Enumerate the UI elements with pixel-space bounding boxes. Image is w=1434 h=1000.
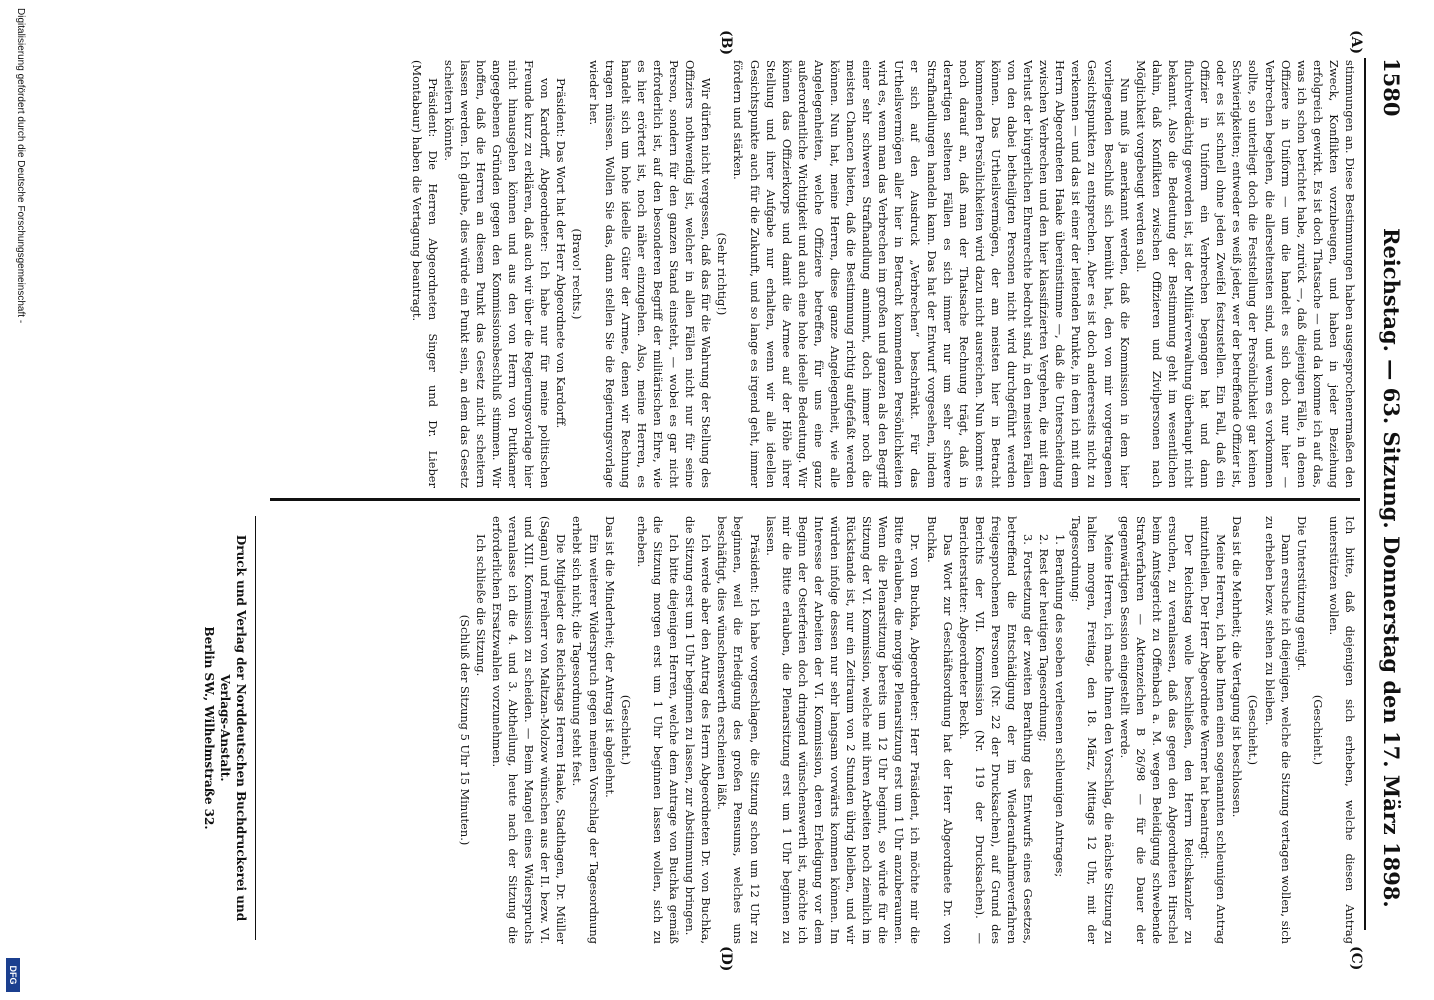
interjection: (Geschieht.): [1310, 694, 1325, 766]
paragraph: Die Mitglieder des Reichstags Herren Haake, Stadthagen, Dr. Müller (Sagan) und Freiherr von Maltzan-Molzow wünschen aus der II. bezw. VI. und XIII. Kommission zu scheiden. — Beim Mangel eines Widerspruchs veranlasse ich die 4. und 3. Abtheilung, heute nach der Sitzung die erforderlichen Ersatzwahlen vorzunehmen.: [490, 516, 569, 944]
running-title: Reichstag. — 63. Sitzung. Donnerstag den 17. März 1898.: [1379, 228, 1404, 908]
paragraph: Präsident: Ich habe vorgeschlagen, die Sitzung schon um 12 Uhr zu beginnen, weil die Erledigung des großen Pensums, welches uns beschäftigt, dies wünschenswerth erscheinen läßt.: [715, 516, 762, 944]
paragraph: Dr. von Buchka, Abgeordneter: Herr Präsident, ich möchte mir die Bitte erlauben, die morgige Plenarsitzung erst um 1 Uhr anzuberaumen. Wenn die Plenarsitzung bereits um 12 Uhr beginnt, so würde für die Sitzung der VI. Kommission, welche mit ihren Arbeiten noch ziemlich im Rückstande ist, nur ein Zeitraum von 2 Stunden übrig bleiben, und wir würden infolge dessen nur sehr langsam vorwärts kommen können. Im Interesse der Arbeiten der VI. Kommission, deren Erledigung vor dem Beginn der Osterferien doch dringend wünschenswerth ist, möchte ich mir die Bitte erlauben, die Plenarsitzung erst um 1 Uhr beginnen zu lassen.: [763, 516, 923, 944]
paragraph: Ich bitte diejenigen Herren, welche dem Antrage von Buchka gemäß die Sitzung morgen erst um 1 Uhr beginnen lassen wollen, sich zu erheben.: [634, 516, 682, 944]
paragraph: Nun muß ja anerkannt werden, daß die Kommission in dem hier vorliegenden Beschluß sich bemüht hat, den von mir vorgetragenen Gesichtspunkten zu entsprechen. Aber es ist doch andererseits nicht zu verkennen — und das ist einer der leitenden Punkte, in dem ich mit dem Herrn Abgeordneten Haake übereinstimme —, daß die Unterscheidung zwischen Verbrechen und den hier klassifizierten Vergehen, die mit dem Verlust der bürgerlichen Ehrenrechte bedroht sind, in den meisten Fällen von den dabei betheiligten Personen nicht wird durchgeführt werden können. Das Urtheilsvermögen, der am meisten hier in Betracht kommenden Persönlichkeiten wird dazu nicht ausreichen. Nun kommt es noch darauf an, daß man der Thatsache Rechnung trägt, daß in derartigen seltenen Fällen es sich immer nur um sehr schwere Strafhandlungen handeln kann. Das hat der Entwurf vorgesehen, indem er sich auf den Ausdruck „Verbrechen“ beschränkt. Für das Urtheilsvermögen aller hier in Betracht kommenden Persönlichkeiten wird es, wenn man das Verbrechen im großen und ganzen als den Begriff einer sehr schweren Strafhandlung annimmt, doch immer noch die meisten Chancen bieten, daß die Bestimmung richtig aufgefaßt werden können. Nun hat, meine Herren, diese ganze Angelegenheit, wie alle Angelegenheiten, welche Offiziere betreffen, für uns eine ganz außerordentliche Wichtigkeit und auch eine hohe ideelle Bedeutung. Wir können das Offizierkorps und damit die Armee auf der Höhe ihrer Stellung und ihrer Aufgabe nur erhalten, wenn wir alle ideellen Gesichtspunkte auch für die Zukunft, und so lange es irgend geht, immer fördern und stärken.: [731, 60, 1132, 488]
imprint-line: Druck und Verlag der Norddeutschen Buchdruckerei und Verlags-Anstalt.: [218, 534, 248, 922]
margin-mark-b: (B): [718, 30, 734, 56]
paragraph: von Kardorff, Abgeordneter: Ich habe nur für meine politischen Freunde kurz zu erklären, daß auch wir über die Regierungsvorlage hier nicht hinausgehen können und aus den von Herrn von Puttkamer angegebenen Gründen gegen den Kommissionsbeschluß stimmen. Wir hoffen, daß die Herren an diesem Punkt das Gesetz nicht scheitern lassen werden. Ich glaube, dies würde ein Punkt sein, an dem das Gesetz scheitern könnte.: [441, 60, 553, 488]
paragraph: Ich bitte, daß diejenigen sich erheben, welche diesen Antrag unterstützen wollen.: [1326, 516, 1357, 944]
printer-imprint: [201, 516, 256, 940]
dfg-logo: DFG: [6, 958, 20, 992]
paragraph: Wir dürfen nicht vergessen, daß das für die Wahrung der Stellung des Offiziers nothwendig ist, welcher in allen Fällen nicht nur für seine Person, sondern für den ganzen Stand einsteht, — wobei es gar nicht erforderlich ist, auf den besonderen Begriff der militärischen Ehre, wie es hier erörtert ist, noch näher einzugehen. Also, meine Herren, es handelt sich um hohe ideelle Güter der Armee, denen wir Rechnung tragen müssen. Wollen Sie das, dann stellen Sie die Regierungsvorlage wieder her.: [586, 60, 714, 488]
imprint-line: Berlin SW., Wilhelmstraße 32.: [202, 626, 216, 830]
interjection: (Geschieht.): [1246, 694, 1261, 766]
left-column: [190, 60, 1358, 488]
column-divider: [270, 498, 1360, 501]
paragraph: Die Unterstützung genügt.: [1294, 516, 1309, 671]
agenda-item: 1. Berathung des soeben verlesenen schleunigen Antrages;: [1053, 534, 1068, 878]
paragraph: stimmungen an. Diese Bestimmungen haben ausgesprochenermaßen den Zweck, Konflikten vorzubeugen, und haben in jeder Beziehung erfolgreich gewirkt. Es ist doch Thatsache — und da komme ich auf das, was ich schon berichtet habe, zurück —, daß diejenigen Fälle, in denen Offiziere in Uniform — um die handelt es sich doch nur hier — Verbrechen begehen, die allerseltensten sind, und wenn es vorkommen sollte, so unterliegt doch die Feststellung der Persönlichkeit gar keinen Schwierigkeiten; entweder es weiß jeder, wer der betreffende Offizier ist, oder es ist schnell ohne jeden Zweifel festzustellen. Ein Fall, daß ein Offizier in Uniform ein Verbrechen begangen hat und dann fluchtverdächtig geworden ist, ist der Militärverwaltung überhaupt nicht bekannt. Also die Bedeutung der Bestimmung geht im wesentlichen dahin, daß Konflikten zwischen Offizieren und Zivilpersonen nach Möglichkeit vorgebeugt werden soll.: [1133, 60, 1357, 488]
agenda-item: 2. Rest der heutigen Tagesordnung;: [1037, 534, 1052, 742]
motion-text: Der Reichstag wolle beschließen, den Herrn Reichskanzler zu ersuchen, zu veranlassen, daß das gegen den Abgeordneten Hirschel beim Amtsgericht zu Offenbach a. M. wegen Beleidigung schwebende Strafverfahren — Aktenzeichen B 26/98 — für die Dauer der gegenwärtigen Session eingestellt werde.: [1117, 516, 1197, 944]
page-number: 1580: [1379, 58, 1404, 117]
margin-mark-d: (D): [718, 946, 734, 972]
paragraph: Das ist die Mehrheit; die Vertagung ist beschlossen.: [1230, 516, 1245, 818]
interjection: (Sehr richtig!): [715, 232, 730, 316]
closing-note: (Schluß der Sitzung 5 Uhr 15 Minuten.): [457, 614, 472, 846]
right-column: [268, 516, 1358, 944]
interjection: (Bravo! rechts.): [570, 228, 585, 320]
margin-mark-a: (A): [1348, 30, 1364, 55]
agenda-item: 3. Fortsetzung der zweiten Berathung des Entwurfs eines Gesetzes, betreffend die Entschädigung der im Wiederaufnahmeverfahren freigesprochenen Personen (Nr. 22 der Drucksachen), auf Grund des Berichts der VII. Kommission (Nr. 119 der Drucksachen). — Berichterstatter: Abgeordneter Beckh.: [956, 516, 1036, 944]
margin-mark-c: (C): [1348, 946, 1364, 971]
paragraph: Dann ersuche ich diejenigen, welche die Sitzung vertagen wollen, sich zu erheben bezw. stehen zu bleiben.: [1262, 516, 1293, 944]
paragraph: Präsident: Das Wort hat der Herr Abgeordnete von Kardorff.: [554, 78, 569, 429]
page-header: [1364, 58, 1426, 930]
paragraph: Das Wort zur Geschäftsordnung hat der Herr Abgeordnete Dr. von Buchka.: [924, 516, 955, 944]
paragraph: Ein weiterer Widerspruch gegen meinen Vorschlag der Tagesordnung erhebt sich nicht; die Tagesordnung steht fest.: [570, 516, 601, 944]
paragraph: Präsident: Die Herren Abgeordneten Singer und Dr. Lieber (Montabaur) haben die Vertagung beantragt.: [409, 60, 440, 488]
paragraph: Ich schließe die Sitzung.: [473, 534, 488, 677]
paragraph: Das ist die Minderheit; der Antrag ist abgelehnt.: [602, 516, 617, 798]
interjection: (Geschieht.): [618, 694, 633, 766]
paragraph: Meine Herren, ich mache Ihnen den Vorschlag, die nächste Sitzung zu halten morgen, Freitag, den 18. März, Mittags 12 Uhr, mit der Tagesordnung:: [1069, 516, 1116, 944]
paragraph: Meine Herren, ich habe Ihnen einen sogenannten schleunigen Antrag mitzutheilen. Der Herr Abgeordnete Werner hat beantragt:: [1198, 516, 1229, 944]
paragraph: Ich werde aber den Antrag des Herrn Abgeordneten Dr. von Buchka, die Sitzung erst um 1 Uhr beginnen zu lassen, zur Abstimmung bringen.: [683, 516, 714, 944]
digitization-credit: Digitalisierung gefördert durch die Deutsche Forschungsgemeinschaft -: [15, 8, 26, 324]
